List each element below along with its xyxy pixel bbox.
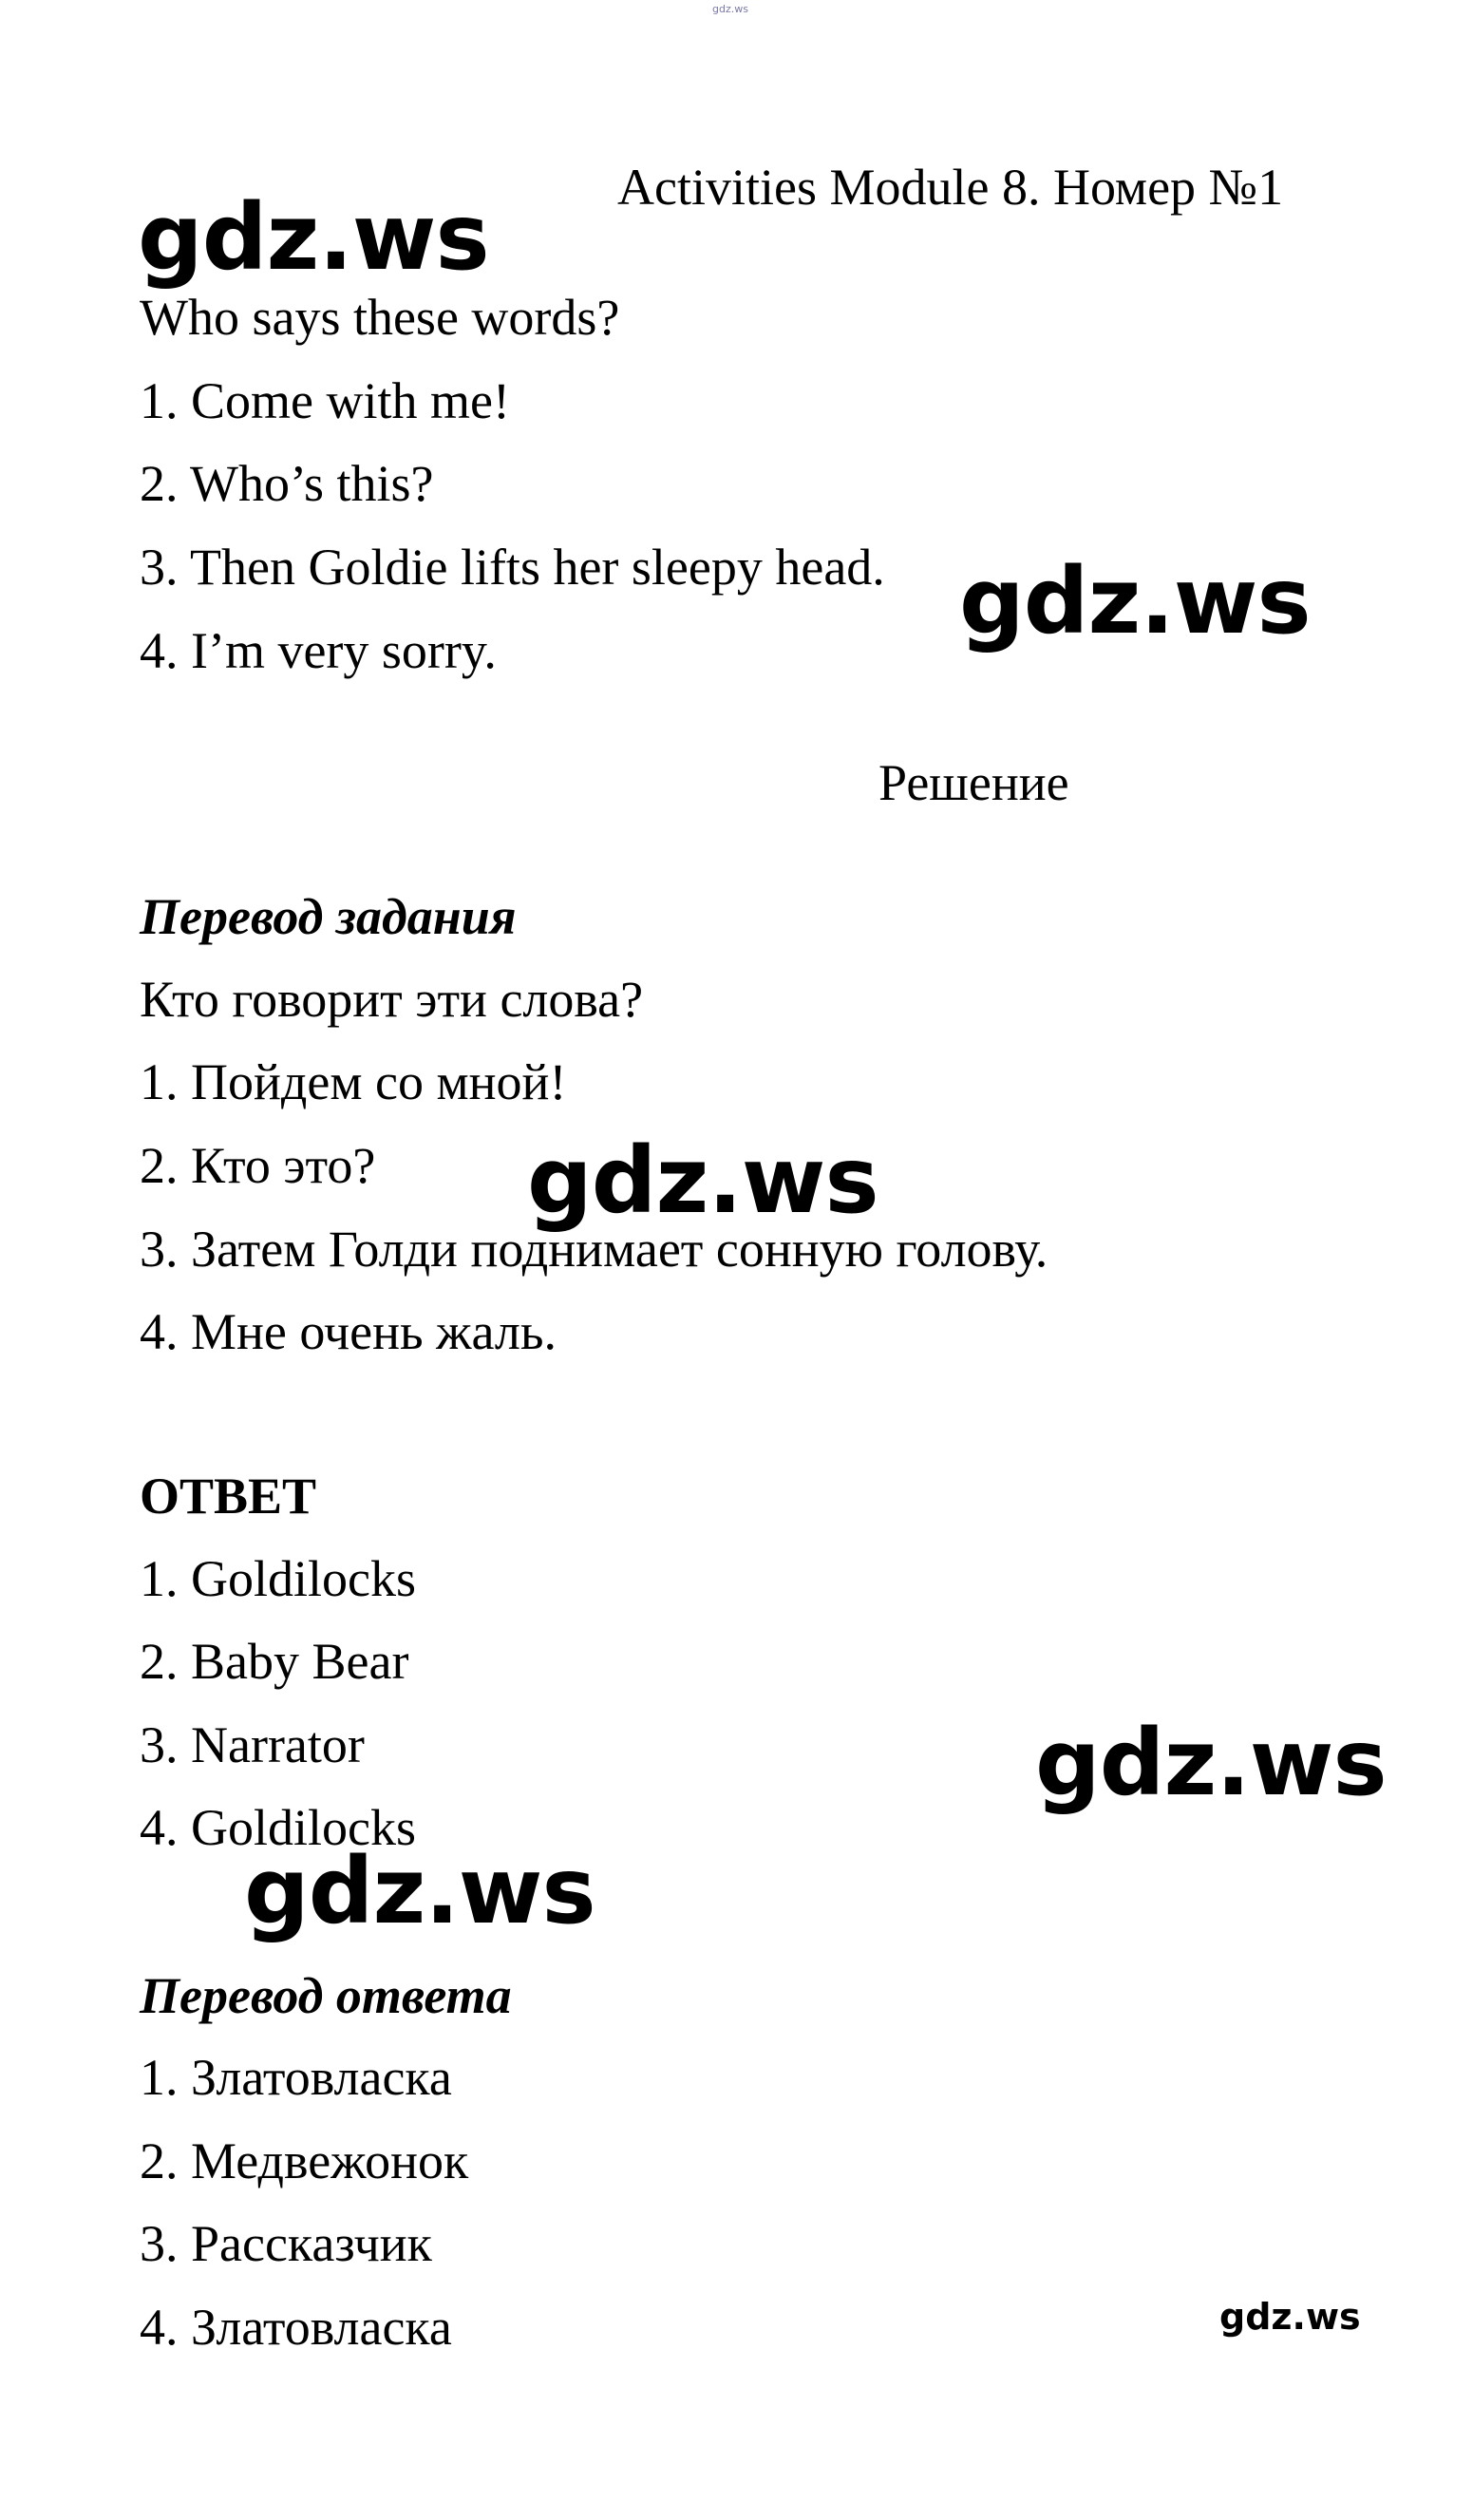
answer-item: 1. Goldilocks (140, 1550, 416, 1607)
task-item: 1. Come with me! (140, 372, 510, 429)
task-item: 3. Then Goldie lifts her sleepy head. (140, 539, 885, 596)
translation-answer-item: 4. Златовласка (140, 2299, 452, 2356)
task-item: 4. I’m very sorry. (140, 622, 497, 679)
solution-label: Решение (878, 754, 1069, 811)
translation-answer-heading: Перевод ответа (140, 1967, 512, 2024)
translation-task-item: 1. Пойдем со мной! (140, 1053, 567, 1110)
answer-heading: ОТВЕТ (140, 1468, 317, 1525)
translation-task-item: 2. Кто это? (140, 1137, 376, 1194)
translation-answer-item: 1. Златовласка (140, 2049, 452, 2106)
translation-task-question: Кто говорит эти слова? (140, 971, 644, 1028)
translation-answer-item: 2. Медвежонок (140, 2132, 469, 2189)
watermark: gdz.ws (527, 1127, 878, 1234)
task-item: 2. Who’s this? (140, 455, 434, 512)
translation-task-item: 4. Мне очень жаль. (140, 1303, 557, 1360)
watermark: gdz.ws (1219, 2296, 1361, 2338)
answer-item: 3. Narrator (140, 1716, 365, 1773)
page-title: Activities Module 8. Номер №1 (617, 159, 1284, 216)
translation-answer-item: 3. Рассказчик (140, 2215, 432, 2272)
watermark: gdz.ws (1035, 1710, 1387, 1816)
top-watermark: gdz.ws (712, 3, 748, 15)
watermark: gdz.ws (244, 1838, 595, 1944)
task-question: Who says these words? (140, 289, 620, 346)
answer-item: 2. Baby Bear (140, 1633, 409, 1690)
watermark: gdz.ws (959, 548, 1311, 654)
translation-task-heading: Перевод задания (140, 888, 517, 945)
answer-item: 4. Goldilocks (140, 1799, 416, 1856)
watermark: gdz.ws (138, 184, 489, 291)
translation-task-item: 3. Затем Голди поднимает сонную голову. (140, 1221, 1048, 1278)
